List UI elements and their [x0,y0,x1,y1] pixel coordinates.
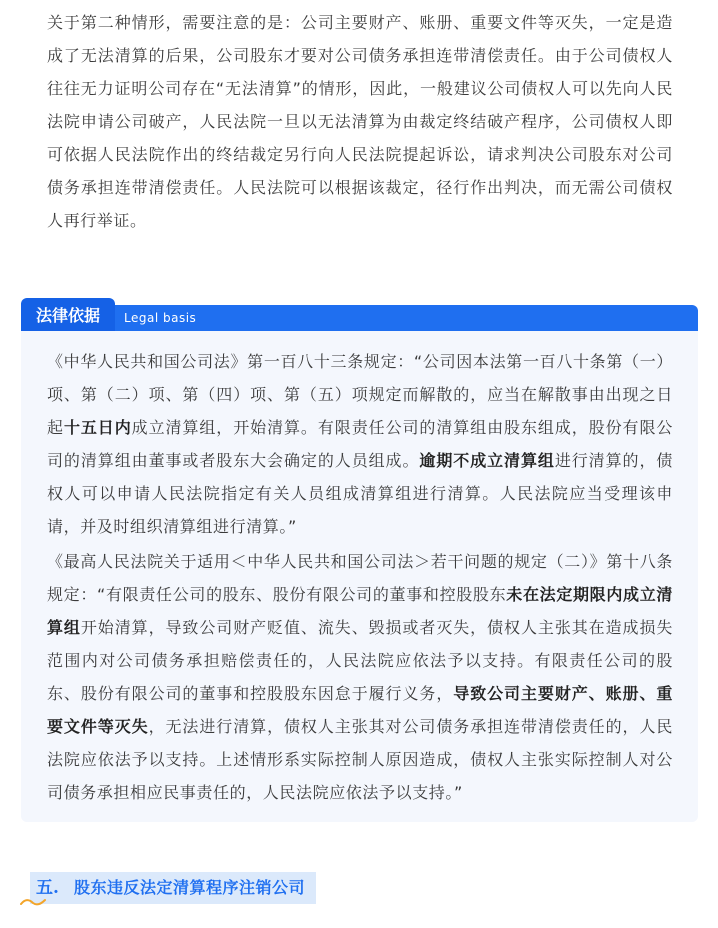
legal-paragraph-judicial-interpretation [47,545,673,809]
bold-text: 逾期不成立清算组 [419,451,555,470]
text-segment: 《最高人民法院关于适用＜中华人民共和国公司法＞若干问题的规定（二）》第十八条规定：“有限责任公司的股东、股份有限公司的董事和控股股东 [47,552,673,604]
legal-paragraph-company-law [47,345,673,543]
bold-text: 未在法定期限内成立清算组 [47,585,673,637]
bold-text: 十五日内 [63,418,132,437]
wave-decoration-icon [20,898,46,906]
text-segment: ，无法进行清算，债权人主张其对公司债务承担连带清偿责任的，人民法院应依法予以支持。上述情形系实际控制人原因造成，债权人主张实际控制人对公司债务承担相应民事责任的，人民法院应依法予以支持。” [47,717,673,802]
text-segment: 《中华人民共和国公司法》第一百八十三条规定：“公司因本法第一百八十条第（一）项、第（二）项、第（四）项、第（五）项规定而解散的，应当在解散事由出现之日起 [47,352,673,437]
text-segment: 成立清算组，开始清算。有限责任公司的清算组由股东组成，股份有限公司的清算组由董事或者股东大会确定的人员组成。 [47,418,674,470]
legal-basis-title-en: Legal basis [124,311,197,325]
intro-paragraph: 关于第二种情形，需要注意的是：公司主要财产、账册、重要文件等灭失，一定是造成了无法清算的后果，公司股东才要对公司债务承担连带清偿责任。由于公司债权人往往无力证明公司存在“无法清算”的情形，因此，一般建议公司债权人可以先向人民法院申请公司破产，人民法院一旦以无法清算为由裁定终结破产程序，公司债权人即可依据人民法院作出的终结裁定另行向人民法院提起诉讼，请求判决公司股东对公司债务承担连带清偿责任。人民法院可以根据该裁定，径行作出判决，而无需公司债权人再行举证。 [47,13,673,230]
legal-basis-body [21,331,698,822]
text-segment: 开始清算，导致公司财产贬值、流失、毁损或者灭失，债权人主张其在造成损失范围内对公司债务承担赔偿责任的，人民法院应依法予以支持。有限责任公司的股东、股份有限公司的董事和控股股东因怠于履行义务， [47,618,673,703]
legal-header-bar [21,305,698,333]
section-title: 股东违反法定清算程序注销公司 [74,878,306,897]
text-segment: 进行清算的，债权人可以申请人民法院指定有关人员组成清算组进行清算。人民法院应当受理该申请，并及时组织清算组进行清算。” [47,451,673,536]
legal-basis-title: 法律依据 [21,298,115,334]
legal-basis-panel [21,298,698,822]
section-number: 五. [36,878,59,898]
section-heading [20,868,320,908]
bold-text: 导致公司主要财产、账册、重要文件等灭失 [47,684,673,736]
